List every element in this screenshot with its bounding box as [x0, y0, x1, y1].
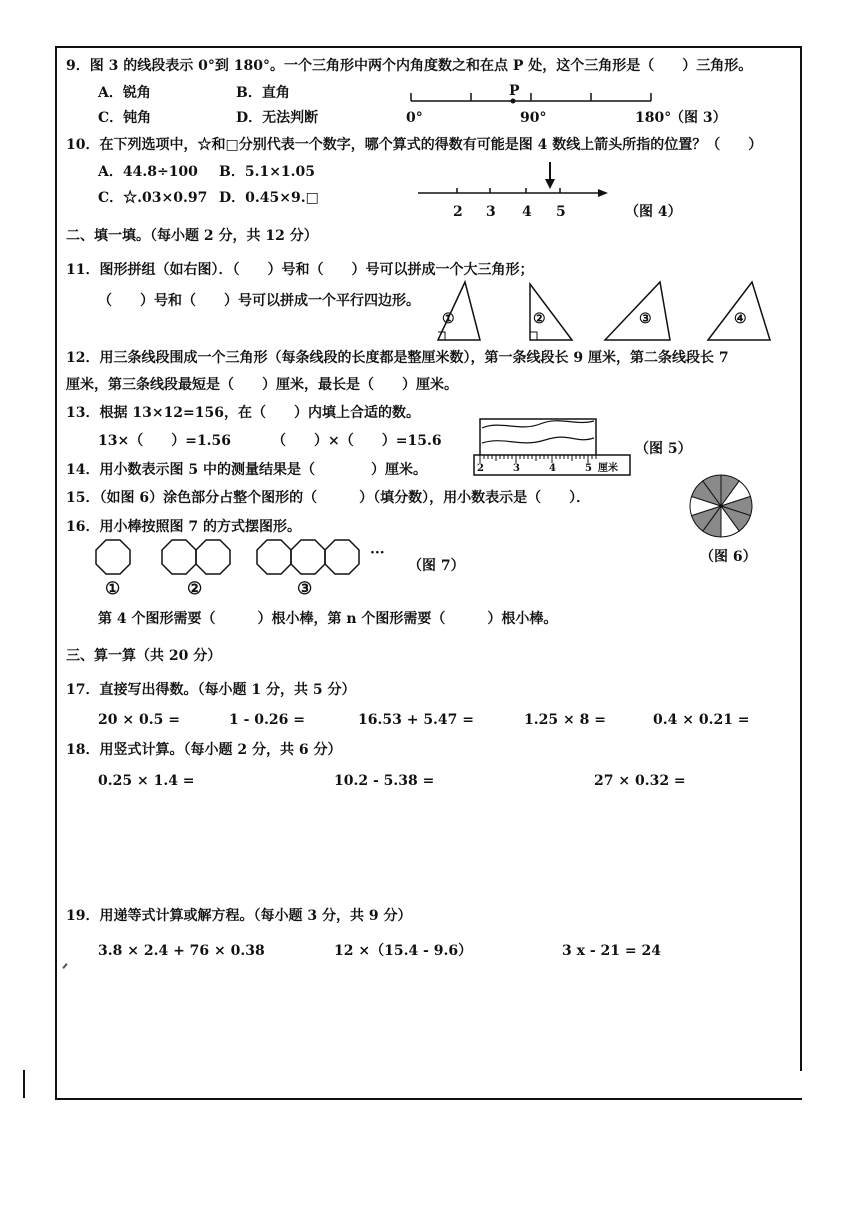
q10-tick-3: 3 — [486, 204, 496, 220]
section-3-heading: 三、算一算（共 20 分） — [66, 648, 222, 664]
q9-figure-label: （图 3） — [670, 110, 727, 126]
figure-7-item-3-label: ③ — [297, 579, 313, 599]
q10-option-a: A．44.8÷100 — [98, 164, 198, 180]
q17-item-3: 16.53 + 5.47 = — [358, 712, 475, 728]
q15-text: 15．（如图 6）涂色部分占整个图形的（ ）（填分数），用小数表示是（ ）． — [66, 490, 591, 506]
q9-option-c: C．钝角 — [98, 110, 152, 126]
q17-item-5: 0.4 × 0.21 = — [653, 712, 750, 728]
q17-item-2: 1 - 0.26 = — [229, 712, 306, 728]
q9-option-d: D．无法判断 — [236, 110, 319, 126]
q13-equation-2: （ ）×（ ）=15.6 — [272, 433, 442, 449]
figure-5-label: （图 5） — [635, 441, 692, 457]
q18-item-3: 27 × 0.32 = — [594, 773, 686, 789]
q16-line-1: 16．用小棒按照图 7 的方式摆图形。 — [66, 519, 301, 535]
q10-tick-4: 4 — [522, 204, 532, 220]
q9-label-90: 90° — [520, 110, 547, 126]
q12-line-2: 厘米，第三条线段最短是（ ）厘米，最长是（ ）厘米。 — [66, 377, 458, 393]
ruler-tick-3: 3 — [513, 463, 520, 474]
margin-mark — [23, 1070, 25, 1098]
figure-7-ellipsis: ··· — [370, 545, 385, 561]
q9-label-180: 180° — [635, 110, 672, 126]
q11-triangle-1-label: ① — [442, 311, 455, 327]
q9-point-p: P — [509, 83, 520, 99]
q9-label-0: 0° — [406, 110, 423, 126]
q11-triangle-3-label: ③ — [639, 311, 652, 327]
figure-7-octagons — [0, 0, 860, 600]
q12-line-1: 12．用三条线段围成一个三角形（每条线段的长度都是整厘米数），第一条线段长 9 厘米，第二条线段长 7 — [66, 350, 729, 366]
ruler-tick-5: 5 — [585, 463, 592, 474]
q16-line-2: 第 4 个图形需要（ ）根小棒，第 n 个图形需要（ ）根小棒。 — [98, 611, 558, 627]
q14-text: 14．用小数表示图 5 中的测量结果是（ ）厘米。 — [66, 462, 427, 478]
q17-item-4: 1.25 × 8 = — [524, 712, 606, 728]
figure-7-item-2-label: ② — [187, 579, 203, 599]
q9-stem: 9．图 3 的线段表示 0°到 180°。一个三角形中两个内角度数之和在点 P 处，这个三角形是（ ）三角形。 — [66, 58, 753, 74]
q13-line-1: 13．根据 13×12=156，在（ ）内填上合适的数。 — [66, 405, 421, 421]
q18-item-1: 0.25 × 1.4 = — [98, 773, 195, 789]
q19-stem: 19．用递等式计算或解方程。（每小题 3 分，共 9 分） — [66, 908, 412, 924]
q17-stem: 17．直接写出得数。（每小题 1 分，共 5 分） — [66, 682, 356, 698]
q10-figure-label: （图 4） — [625, 204, 682, 220]
ruler-tick-4: 4 — [549, 463, 556, 474]
q19-item-2: 12 ×（15.4 - 9.6） — [334, 943, 473, 959]
q10-tick-5: 5 — [556, 204, 566, 220]
q10-option-b: B．5.1×1.05 — [219, 164, 316, 180]
q9-option-a: A．锐角 — [98, 85, 151, 101]
q19-item-3: 3 x - 21 = 24 — [562, 943, 661, 959]
q11-triangle-4-label: ④ — [734, 311, 747, 327]
q10-option-c: C．☆.03×0.97 — [98, 190, 208, 206]
q10-option-d: D．0.45×9.□ — [219, 190, 319, 206]
q18-item-2: 10.2 - 5.38 = — [334, 773, 435, 789]
figure-7-item-1-label: ① — [105, 579, 121, 599]
q11-triangle-2-label: ② — [533, 311, 546, 327]
figure-7-label: （图 7） — [408, 558, 465, 574]
q10-stem: 10．在下列选项中，☆和□分别代表一个数字，哪个算式的得数有可能是图 4 数线上箭头所指的位置？（ ） — [66, 137, 763, 153]
q18-stem: 18．用竖式计算。（每小题 2 分，共 6 分） — [66, 742, 342, 758]
q11-line-1: 11．图形拼组（如右图）．（ ）号和（ ）号可以拼成一个大三角形； — [66, 262, 534, 278]
figure-6-label: （图 6） — [700, 549, 757, 565]
q13-equation-1: 13×（ ）=1.56 — [98, 433, 232, 449]
ruler-unit: 厘米 — [598, 463, 618, 474]
ruler-tick-2: 2 — [477, 463, 484, 474]
q19-item-1: 3.8 × 2.4 + 76 × 0.38 — [98, 943, 265, 959]
q11-line-2: （ ）号和（ ）号可以拼成一个平行四边形。 — [98, 293, 420, 309]
section-2-heading: 二、填一填。（每小题 2 分，共 12 分） — [66, 228, 318, 244]
q10-tick-2: 2 — [453, 204, 463, 220]
q17-item-1: 20 × 0.5 = — [98, 712, 180, 728]
q9-option-b: B．直角 — [236, 85, 290, 101]
